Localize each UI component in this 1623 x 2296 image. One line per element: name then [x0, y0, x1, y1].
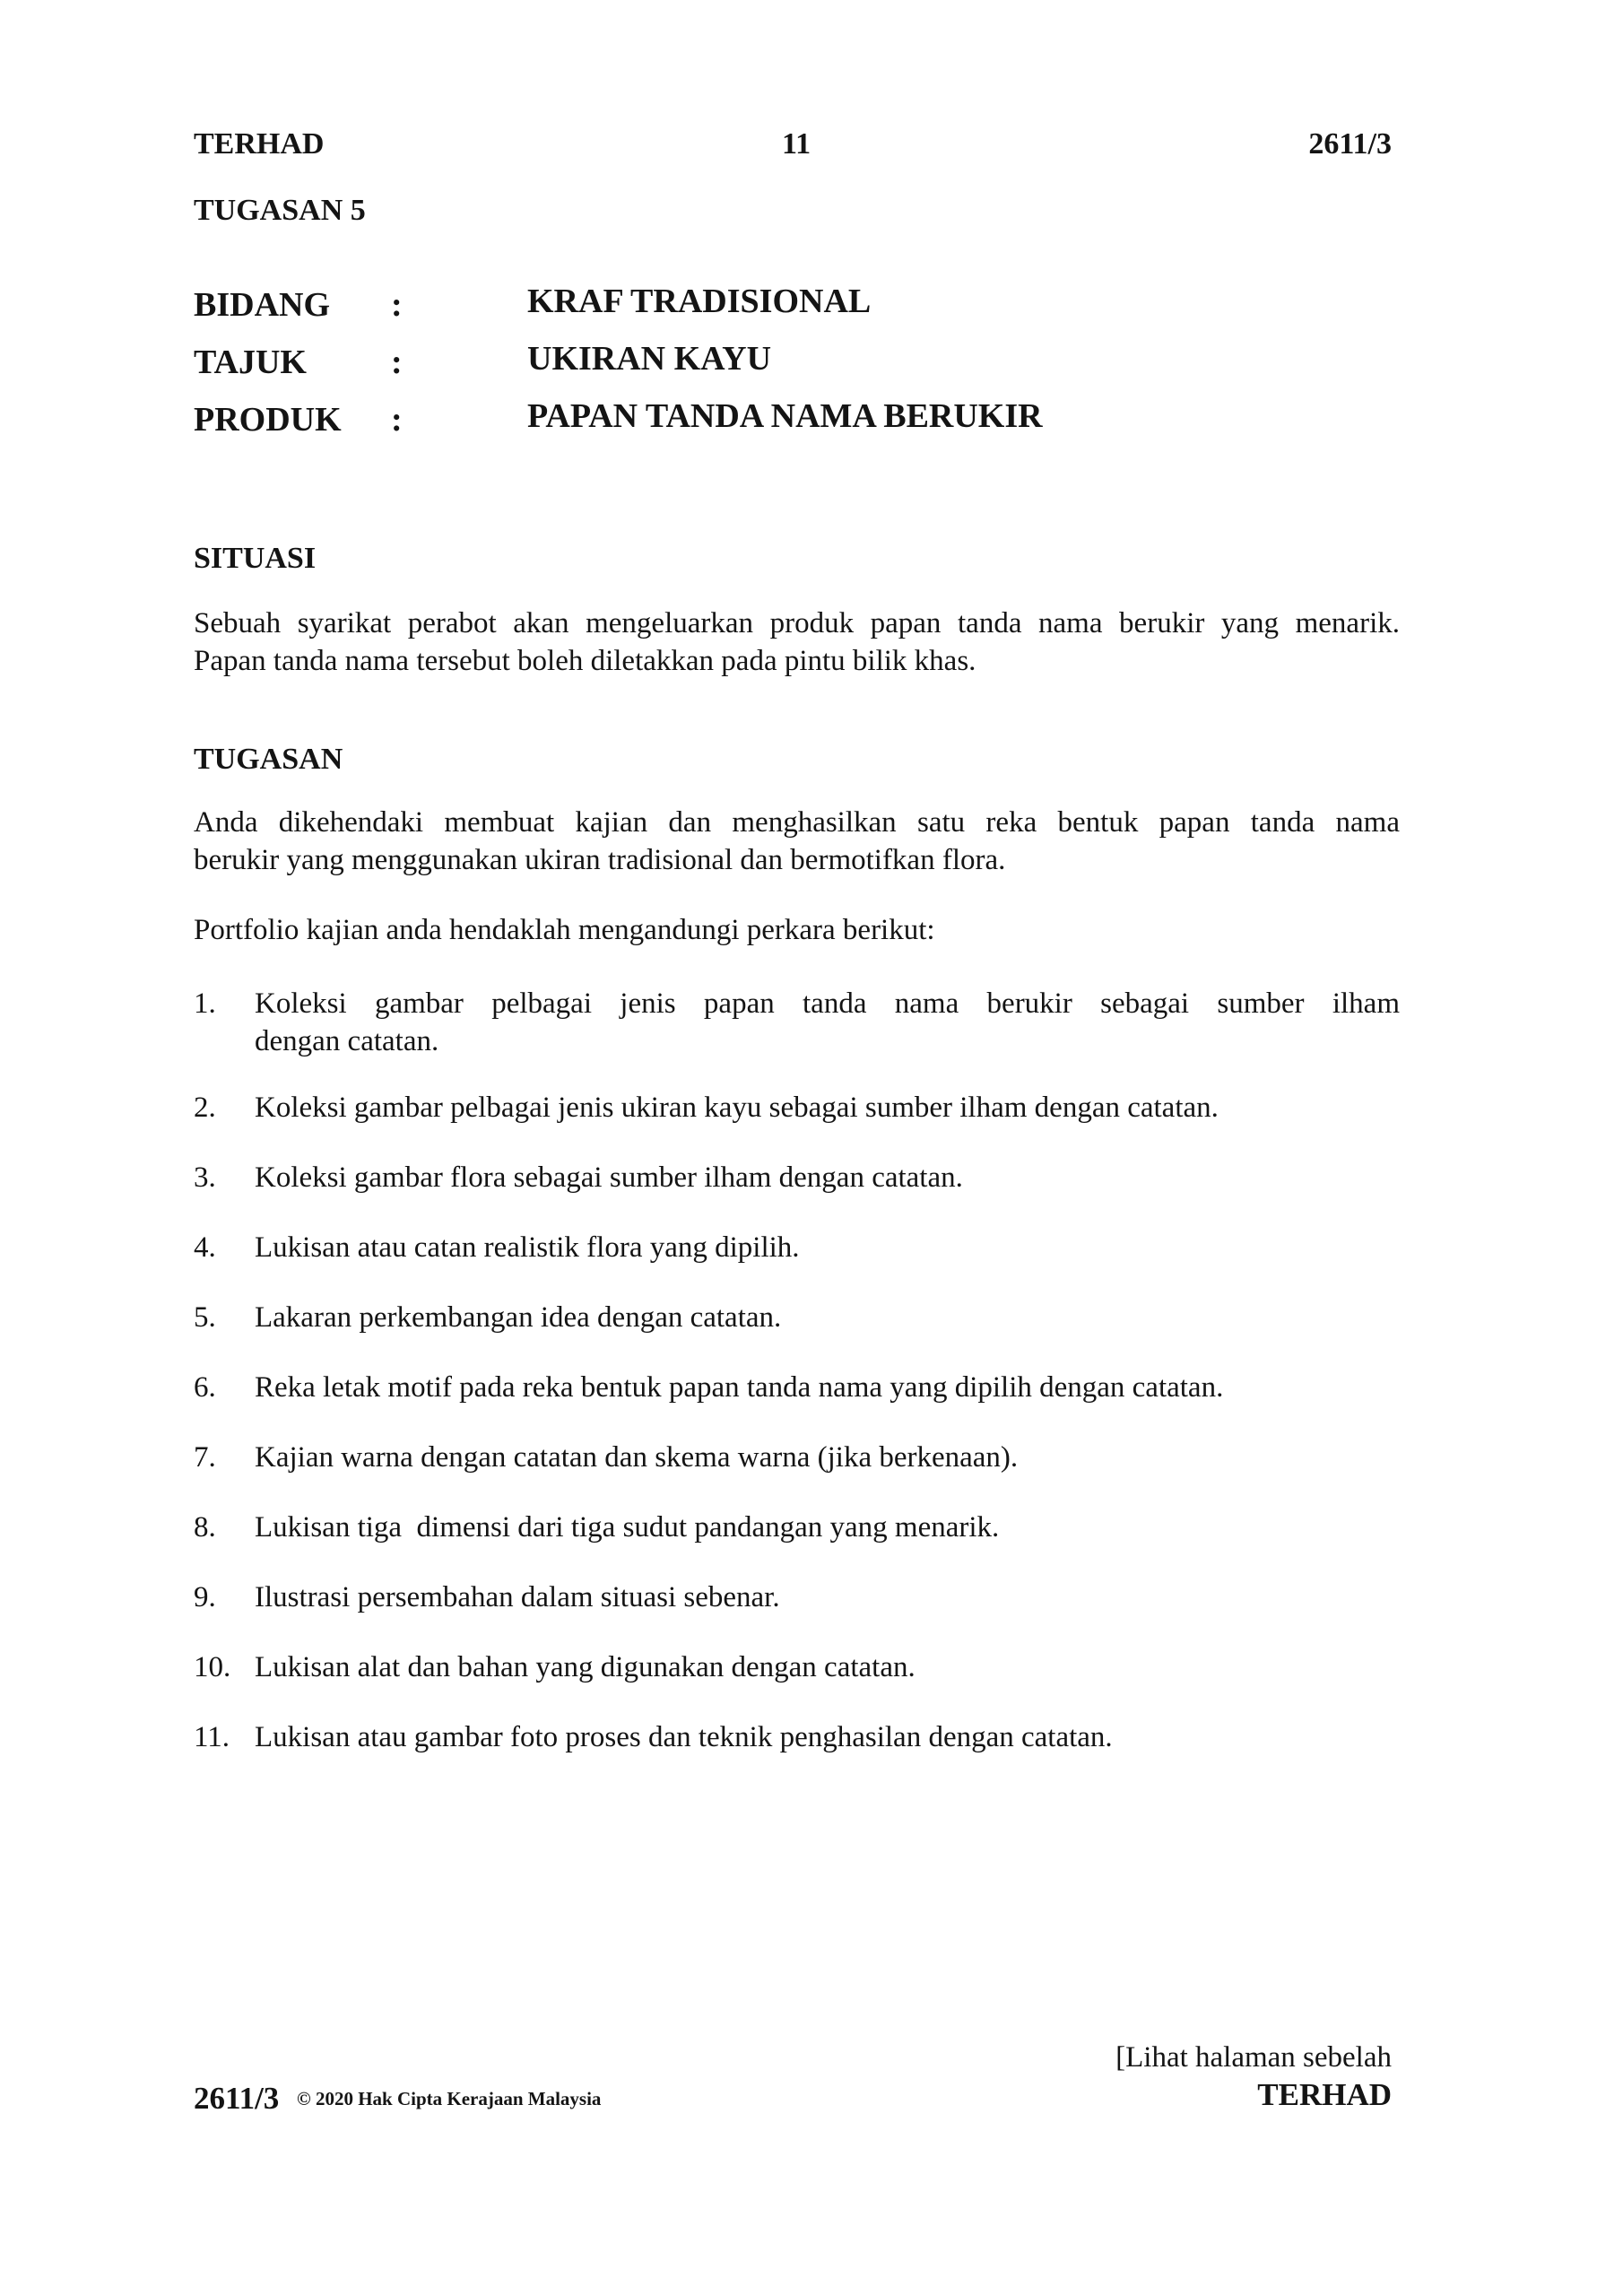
meta-bidang-value: KRAF TRADISIONAL [527, 283, 872, 320]
list-item-line: Koleksi gambar pelbagai jenis papan tanda nama berukir sebagai sumber ilham [255, 987, 1400, 1020]
list-item-number: 8. [194, 1511, 216, 1544]
list-item-text: Reka letak motif pada reka bentuk papan tanda nama yang dipilih dengan catatan. [255, 1371, 1224, 1404]
list-item-number: 3. [194, 1161, 216, 1194]
meta-produk-value: PAPAN TANDA NAMA BERUKIR [527, 397, 1043, 435]
header-paper-code: 2611/3 [1308, 127, 1392, 161]
list-item-text: Koleksi gambar pelbagai jenis ukiran kayu sebagai sumber ilham dengan catatan. [255, 1091, 1219, 1124]
header-classification: TERHAD [194, 127, 325, 161]
tugasan-paragraph [194, 804, 1400, 879]
list-item-text: Lukisan alat dan bahan yang digunakan dengan catatan. [255, 1651, 916, 1683]
list-item-text: Lukisan atau gambar foto proses dan teknik penghasilan dengan catatan. [255, 1721, 1113, 1753]
tugasan-line: Anda dikehendaki membuat kajian dan menghasilkan satu reka bentuk papan tanda nama [194, 806, 1400, 839]
list-item-line: dengan catatan. [255, 1025, 439, 1057]
list-item-text: Koleksi gambar flora sebagai sumber ilham dengan catatan. [255, 1161, 963, 1194]
meta-produk-colon: : [391, 401, 403, 439]
footer-classification: TERHAD [1257, 2077, 1392, 2112]
list-item-number: 5. [194, 1301, 216, 1334]
task-title: TUGASAN 5 [194, 194, 366, 227]
meta-produk-label: PRODUK [194, 401, 342, 439]
list-item-number: 7. [194, 1441, 216, 1474]
tugasan-title: TUGASAN [194, 743, 343, 776]
list-item-number: 1. [194, 987, 216, 1020]
situasi-title: SITUASI [194, 542, 317, 575]
footer-paper-code: 2611/3 [194, 2081, 280, 2116]
portfolio-intro: Portfolio kajian anda hendaklah mengandungi perkara berikut: [194, 914, 935, 946]
next-page-note: [Lihat halaman sebelah [1115, 2041, 1392, 2074]
page-number: 11 [782, 127, 812, 161]
situasi-line: Papan tanda nama tersebut boleh diletakkan pada pintu bilik khas. [194, 645, 976, 677]
list-item-text: Lakaran perkembangan idea dengan catatan. [255, 1301, 782, 1334]
list-item-number: 2. [194, 1091, 216, 1124]
meta-bidang-label: BIDANG [194, 286, 331, 324]
situasi-paragraph [194, 604, 1400, 680]
meta-tajuk-label: TAJUK [194, 344, 307, 381]
list-item-number: 10. [194, 1651, 231, 1683]
list-item-text: Kajian warna dengan catatan dan skema warna (jika berkenaan). [255, 1441, 1019, 1474]
list-item-text: Lukisan atau catan realistik flora yang dipilih. [255, 1231, 800, 1264]
meta-bidang-colon: : [391, 286, 403, 324]
list-item-text: Lukisan tiga dimensi dari tiga sudut pandangan yang menarik. [255, 1511, 1000, 1544]
list-item-number: 9. [194, 1581, 216, 1613]
tugasan-line: berukir yang menggunakan ukiran tradisional dan bermotifkan flora. [194, 844, 1006, 876]
list-item-number: 4. [194, 1231, 216, 1264]
list-item-text [255, 985, 1400, 1060]
list-item-number: 6. [194, 1371, 216, 1404]
footer-copyright: © 2020 Hak Cipta Kerajaan Malaysia [297, 2088, 602, 2109]
meta-tajuk-value: UKIRAN KAYU [527, 340, 772, 378]
situasi-line: Sebuah syarikat perabot akan mengeluarkan produk papan tanda nama berukir yang menarik. [194, 607, 1400, 639]
list-item-text: Ilustrasi persembahan dalam situasi sebenar. [255, 1581, 780, 1613]
meta-tajuk-colon: : [391, 344, 403, 381]
list-item-number: 11. [194, 1721, 230, 1753]
